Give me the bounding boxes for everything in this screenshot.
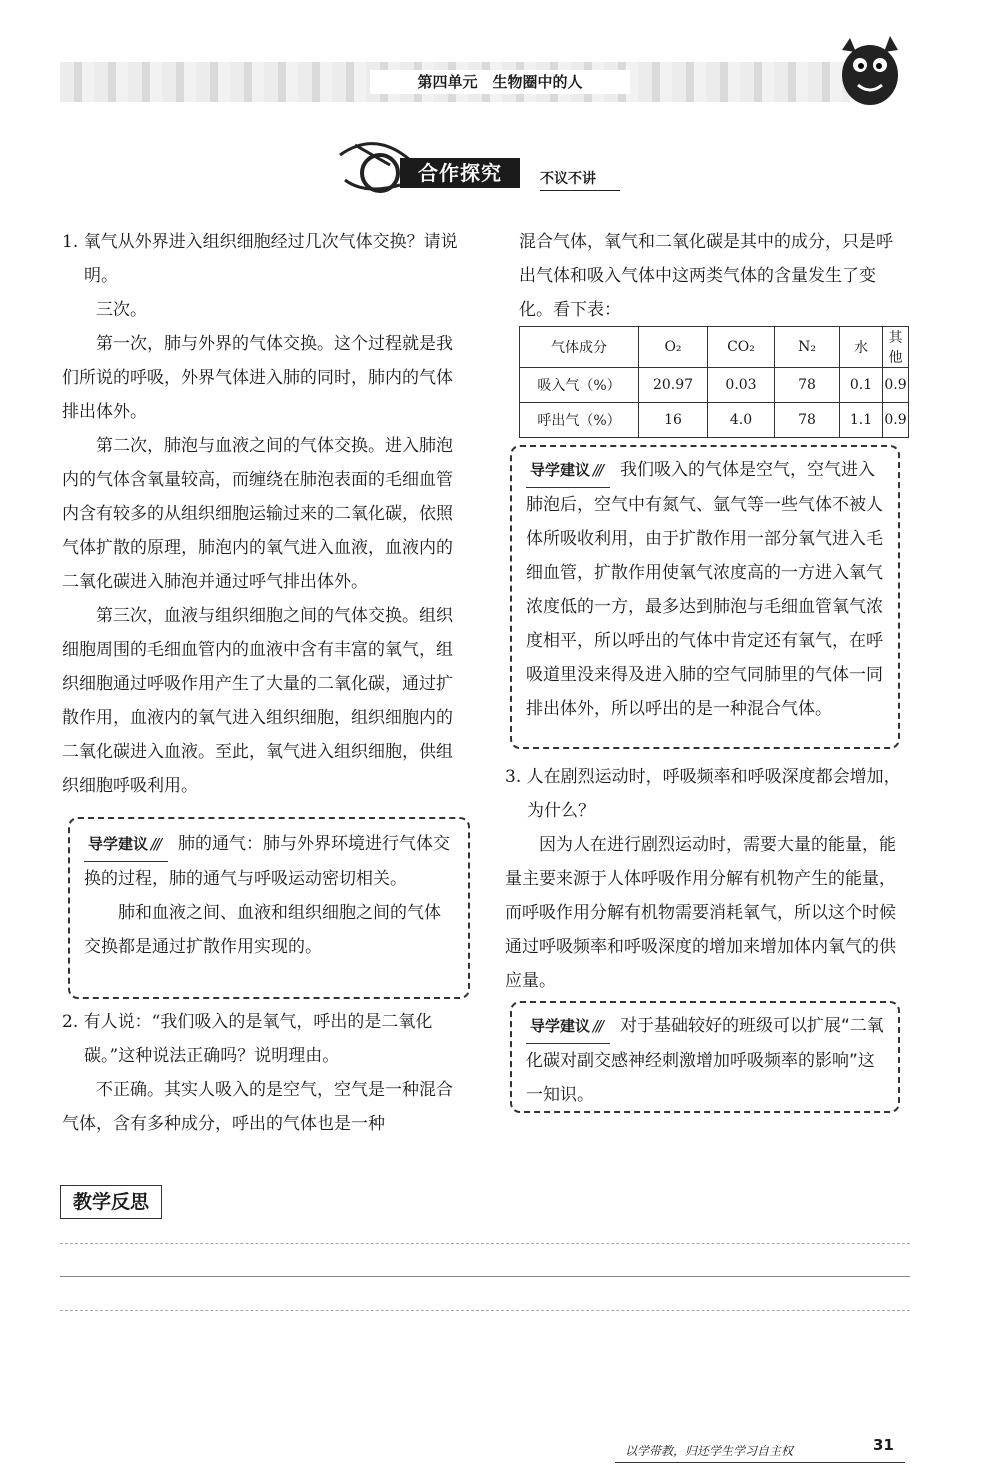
table-cell: 78 [775,368,840,403]
table-header-row [520,327,909,368]
page-header-title: 第四单元 生物圈中的人 [370,70,630,94]
table-header-cell: CO₂ [708,327,775,368]
section-subtitle: 不议不讲 [540,168,620,191]
table-cell: 0.1 [840,368,883,403]
answer-2-left: 不正确。其实人吸入的是空气，空气是一种混合气体，含有多种成分，呼出的气体也是一种 [62,1080,453,1134]
tip-3-text: 对于基础较好的班级可以扩展“二氧化碳对副交感神经刺激增加呼吸频率的影响”这一知识。 [526,1016,884,1105]
table-cell: 78 [775,403,840,438]
tip-label: 导学建议 /// [84,827,168,862]
page-number: 31 [873,1436,894,1454]
writing-line [60,1310,910,1311]
tip-label: 导学建议 /// [526,453,610,488]
table-cell: 4.0 [708,403,775,438]
question-3-block [505,760,909,998]
question-2-block [62,1005,467,1141]
answer-1-p2: 第二次，肺泡与血液之间的气体交换。进入肺泡内的气体含氧量较高，而缠绕在肺泡表面的毛细血管内含有较多的从组织细胞运输过来的二氧化碳，依照气体扩散的原理，肺泡内的氧气进入血液，血液内的二氧化碳进入肺泡并通过呼气排出体外。 [62,436,453,592]
tip-box-2 [510,445,900,749]
table-header-cell: 气体成分 [520,327,639,368]
table-cell: 20.97 [639,368,708,403]
table-cell: 1.1 [840,403,883,438]
tip-1-p2: 肺和血液之间、血液和组织细胞之间的气体交换都是通过扩散作用实现的。 [84,903,441,957]
reflection-title: 教学反思 [60,1185,162,1219]
table-row [520,368,909,403]
table-header-cell: 水 [840,327,883,368]
table-row [520,403,909,438]
table-cell: 16 [639,403,708,438]
answer-1-head: 三次。 [96,300,147,320]
mascot-icon [830,30,910,115]
table-cell: 呼出气（%） [520,403,639,438]
answer-1-p3: 第三次，血液与组织细胞之间的气体交换。组织细胞周围的毛细血管内的血液中含有丰富的氧气，组织细胞通过呼吸作用产生了大量的二氧化碳，通过扩散作用，血液内的氧气进入组织细胞，组织细胞内的二氧化碳进入血液。至此，氧气进入组织细胞，供组织细胞呼吸利用。 [62,606,453,796]
table-header-cell: 其他 [883,327,909,368]
tip-label: 导学建议 /// [526,1009,610,1044]
table-header-cell: O₂ [639,327,708,368]
gas-composition-table [519,326,909,438]
section-title: 合作探究 [400,158,520,188]
table-cell: 0.9 [883,403,909,438]
footer-motto: 以学带教，归还学生学习自主权 [625,1444,794,1458]
answer-3: 因为人在进行剧烈运动时，需要大量的能量，能量主要来源于人体呼吸作用分解有机物产生的能量，而呼吸作用分解有机物需要消耗氧气，所以这个时候通过呼吸频率和呼吸深度的增加来增加体内氧气的供应量。 [505,835,896,991]
tip-2-text: 我们吸入的气体是空气，空气进入肺泡后，空气中有氮气、氩气等一些气体不被人体所吸收利用，由于扩散作用一部分氧气进入毛细血管，扩散作用使氧气浓度高的一方进入氧气浓度低的一方，最多达到肺泡与毛细血管氧气浓度相平，所以呼出的气体中肯定还有氧气，在呼吸道里没来得及进入肺的空气同肺里的气体一同排出体外，所以呼出的是一种混合气体。 [526,460,883,719]
question-2: 2. 有人说：“我们吸入的是氧气，呼出的是二氧化碳。”这种说法正确吗？说明理由。 [62,1012,433,1066]
left-column [62,225,467,803]
table-header-cell: N₂ [775,327,840,368]
writing-line [60,1243,910,1244]
question-3: 3. 人在剧烈运动时，呼吸频率和呼吸深度都会增加，为什么？ [505,767,901,821]
table-cell: 吸入气（%） [520,368,639,403]
tip-box-3 [510,1001,900,1113]
table-cell: 0.03 [708,368,775,403]
writing-line [60,1276,910,1277]
tip-1-p1: 肺的通气：肺与外界环境进行气体交换的过程，肺的通气与呼吸运动密切相关。 [84,834,450,889]
tip-box-1 [68,817,470,999]
answer-2-right: 混合气体，氧气和二氧化碳是其中的成分，只是呼出气体和吸入气体中这两类气体的含量发生了变化。看下表： [519,232,893,320]
question-1: 1. 氧气从外界进入组织细胞经过几次气体交换？请说明。 [62,232,458,286]
table-cell: 0.9 [883,368,909,403]
footer-rule [615,1462,905,1463]
right-column [519,225,909,327]
answer-1-p1: 第一次，肺与外界的气体交换。这个过程就是我们所说的呼吸，外界气体进入肺的同时，肺内的气体排出体外。 [62,334,453,422]
